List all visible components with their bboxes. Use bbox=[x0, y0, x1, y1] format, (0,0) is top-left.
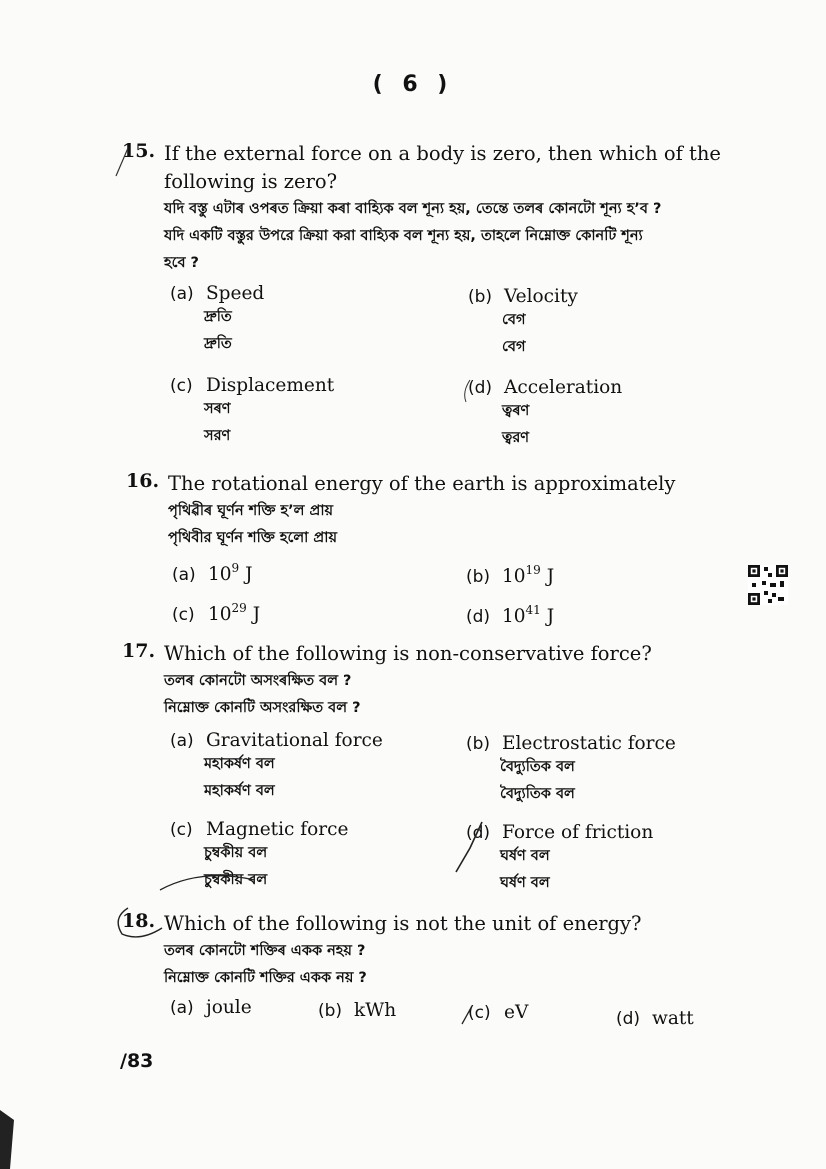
option-a bbox=[172, 561, 253, 585]
option-b bbox=[466, 563, 554, 587]
question-text-bengali: হবে ? bbox=[164, 255, 199, 271]
footer-code: /83 bbox=[120, 1050, 154, 1072]
option-label: (d) bbox=[466, 823, 491, 843]
option-a bbox=[170, 997, 252, 1018]
option-text-assamese: চুম্বকীয় বল bbox=[204, 845, 268, 861]
question-text-assamese: তলৰ কোনটো শক্তিৰ একক নহয় ? bbox=[164, 943, 366, 959]
question-text-bengali: যদি একটি বস্তুর উপরে ক্রিয়া করা বাহ্যিক বল শূন্য হয়, তাহলে নিম্নোক্ত কোনটি শূন্য bbox=[164, 228, 643, 244]
option-label: (d) bbox=[466, 607, 491, 627]
option-unit: J bbox=[546, 566, 555, 587]
option-text-assamese: ঘৰ্ষণ বল bbox=[500, 848, 550, 864]
option-label: (d) bbox=[616, 1009, 641, 1029]
option-c bbox=[170, 819, 348, 894]
option-unit: J bbox=[245, 564, 253, 585]
option-label: (b) bbox=[466, 734, 491, 754]
option-text-bengali: ঘর্ষণ বল bbox=[500, 875, 550, 891]
question-number: 18. bbox=[122, 910, 156, 932]
question-text-en: If the external force on a body is zero, then which of the bbox=[164, 142, 721, 165]
option-text-en: Velocity bbox=[504, 286, 578, 307]
question-18 bbox=[122, 910, 772, 992]
question-text-en: Which of the following is non-conservative force? bbox=[164, 642, 652, 665]
option-label: (c) bbox=[170, 376, 193, 396]
option-label: (b) bbox=[318, 1001, 343, 1021]
question-text-bengali: নিম্নোক্ত কোনটি অসংরক্ষিত বল ? bbox=[164, 700, 361, 716]
option-text-en: joule bbox=[206, 997, 252, 1018]
question-number: 15. bbox=[122, 140, 156, 162]
option-text-en: eV bbox=[504, 1002, 529, 1023]
option-text-assamese: দ্ৰুতি bbox=[204, 309, 232, 325]
qr-code bbox=[748, 565, 788, 605]
question-number: 17. bbox=[122, 640, 156, 662]
option-text-assamese: বৈদ্যুতিক বল bbox=[500, 759, 575, 775]
option-label: (c) bbox=[170, 820, 193, 840]
option-d bbox=[466, 822, 653, 897]
option-label: (c) bbox=[172, 605, 195, 625]
option-base: 10 bbox=[502, 606, 526, 627]
option-exponent: 41 bbox=[525, 603, 541, 617]
option-c bbox=[172, 601, 260, 625]
option-label: (d) bbox=[468, 378, 493, 398]
option-exponent: 9 bbox=[231, 561, 240, 575]
option-text-en: Magnetic force bbox=[206, 819, 349, 840]
option-text-assamese: বেগ bbox=[502, 312, 526, 328]
question-15 bbox=[122, 140, 772, 277]
question-text-bengali: পৃথিবীর ঘূর্ণন শক্তি হলো প্রায় bbox=[168, 530, 337, 546]
option-text-bengali: চুম্বকীয় বল bbox=[204, 872, 268, 888]
question-text-en: The rotational energy of the earth is approximately bbox=[168, 472, 676, 495]
option-b bbox=[318, 1000, 396, 1021]
option-label: (a) bbox=[170, 284, 194, 304]
question-17 bbox=[122, 640, 772, 722]
option-label: (c) bbox=[468, 1003, 491, 1023]
option-text-assamese: মহাকৰ্ষণ বল bbox=[204, 756, 275, 772]
question-text-assamese: তলৰ কোনটো অসংৰক্ষিত বল ? bbox=[164, 673, 352, 689]
question-text-assamese: পৃথিৱীৰ ঘূৰ্ণন শক্তি হ’ল প্ৰায় bbox=[168, 503, 334, 519]
option-a bbox=[170, 730, 383, 805]
option-text-bengali: বৈদ্যুতিক বল bbox=[500, 786, 575, 802]
option-exponent: 19 bbox=[525, 563, 541, 577]
option-text-bengali: বেগ bbox=[502, 339, 526, 355]
question-16 bbox=[126, 470, 776, 552]
option-base: 10 bbox=[208, 564, 232, 585]
question-text-en: Which of the following is not the unit of energy? bbox=[164, 912, 642, 935]
option-text-en: Electrostatic force bbox=[502, 733, 676, 754]
option-text-bengali: মহাকর্ষণ বল bbox=[204, 783, 275, 799]
option-c bbox=[468, 1002, 528, 1023]
option-label: (a) bbox=[170, 731, 194, 751]
option-text-assamese: ত্বৰণ bbox=[502, 403, 530, 419]
option-d bbox=[466, 603, 554, 627]
option-base: 10 bbox=[502, 566, 526, 587]
option-d bbox=[468, 377, 622, 452]
option-label: (a) bbox=[170, 998, 194, 1018]
option-exponent: 29 bbox=[231, 601, 247, 615]
option-text-bengali: ত্বরণ bbox=[502, 430, 530, 446]
option-c bbox=[170, 375, 334, 450]
option-text-assamese: সৰণ bbox=[204, 401, 231, 417]
page-number: ( 6 ) bbox=[372, 72, 454, 97]
question-text-assamese: যদি বস্তু এটাৰ ওপৰত ক্ৰিয়া কৰা বাহ্যিক বল শূন্য হয়, তেন্তে তলৰ কোনটো শূন্য হ’ব ? bbox=[164, 201, 662, 217]
option-text-en: watt bbox=[652, 1008, 694, 1029]
option-text-en: Gravitational force bbox=[206, 730, 383, 751]
option-d bbox=[616, 1008, 694, 1029]
option-text-bengali: দ্রুতি bbox=[204, 336, 232, 352]
option-text-en: Displacement bbox=[206, 375, 335, 396]
option-a bbox=[170, 283, 264, 358]
option-unit: J bbox=[546, 606, 555, 627]
page-edge-shadow bbox=[0, 1110, 14, 1169]
option-base: 10 bbox=[208, 604, 232, 625]
option-text-en: Force of friction bbox=[502, 822, 654, 843]
question-text-en: following is zero? bbox=[164, 170, 338, 193]
option-label: (b) bbox=[468, 287, 493, 307]
option-label: (b) bbox=[466, 567, 491, 587]
option-text-bengali: সরণ bbox=[204, 428, 231, 444]
option-text-en: kWh bbox=[354, 1000, 397, 1021]
option-unit: J bbox=[252, 604, 261, 625]
option-b bbox=[468, 286, 578, 361]
option-b bbox=[466, 733, 676, 808]
option-text-en: Speed bbox=[206, 283, 265, 304]
option-label: (a) bbox=[172, 565, 196, 585]
question-text-bengali: নিম্নোক্ত কোনটি শক্তির একক নয় ? bbox=[164, 970, 367, 986]
question-number: 16. bbox=[126, 470, 160, 492]
option-text-en: Acceleration bbox=[504, 377, 623, 398]
